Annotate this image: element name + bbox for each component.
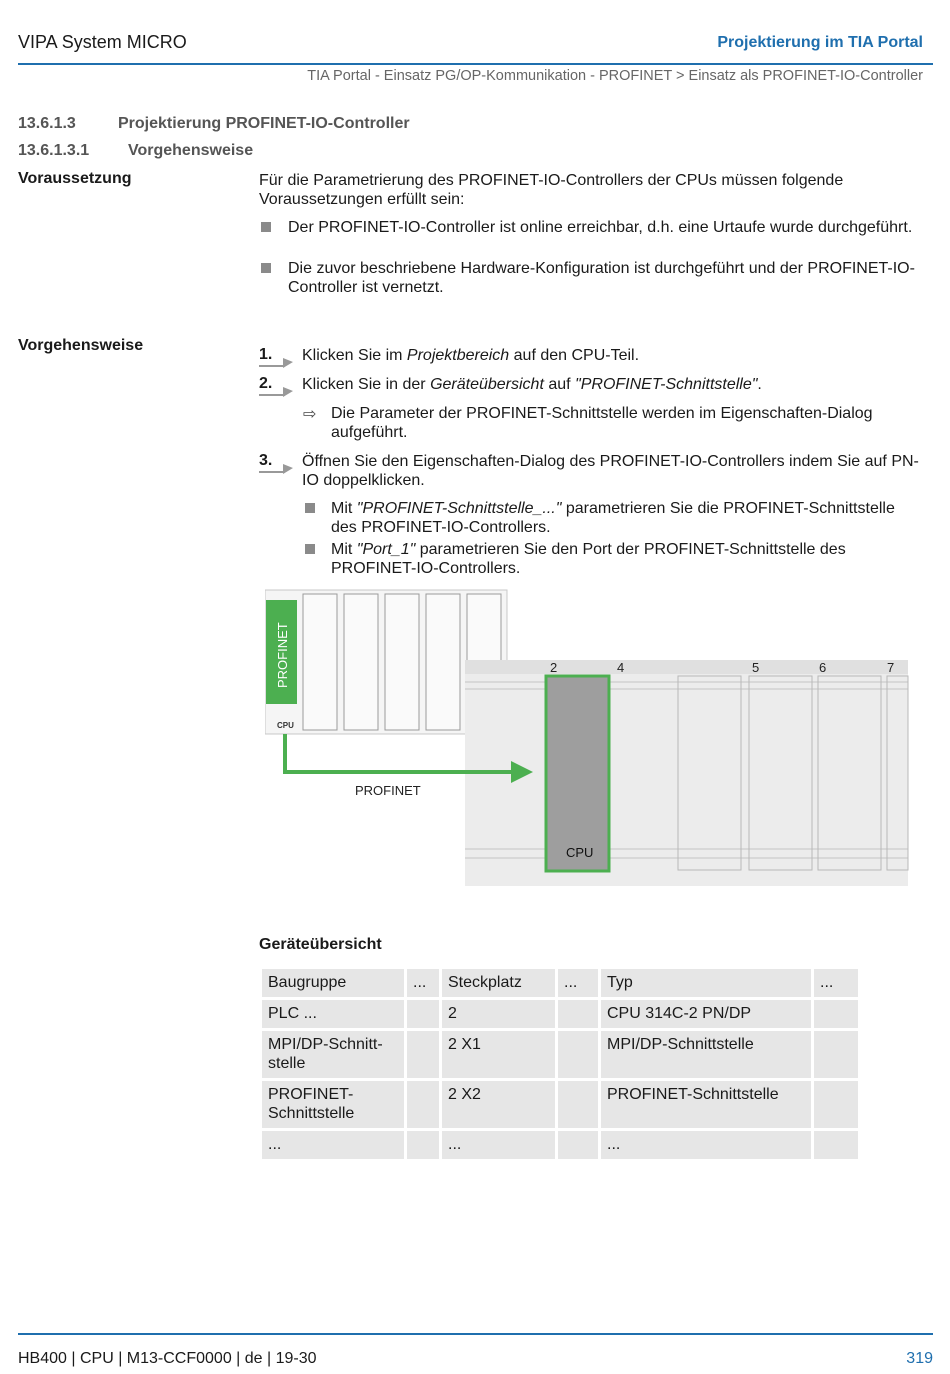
table-cell: PROFINET-Schnittstelle: [262, 1081, 404, 1128]
table-cell: MPI/DP-Schnittstelle: [601, 1031, 811, 1078]
table-header-cell: ...: [558, 969, 598, 997]
sub-2-part: Mit: [331, 541, 357, 558]
slot-number: 7: [887, 660, 895, 675]
step-1-term: Projektbereich: [406, 347, 510, 364]
table-cell: ...: [601, 1131, 811, 1159]
doc-title: VIPA System MICRO: [18, 32, 187, 52]
sub-2-part: parametrieren Sie den Port der PROFINET-Schnittstelle des PROFINET-IO-Controllers.: [331, 541, 846, 577]
section-title: Projektierung PROFINET-IO-Controller: [118, 115, 410, 132]
step-3-text: Öffnen Sie den Eigenschaften-Dialog des PROFINET-IO-Controllers indem Sie auf PN-IO doppelklicken.: [302, 453, 919, 489]
table-cell: 2 X2: [442, 1081, 555, 1128]
subsection-heading: [18, 142, 253, 160]
page-number: 319: [906, 1350, 933, 1367]
table-cell: ...: [262, 1131, 404, 1159]
step-arrow-icon: [259, 383, 295, 397]
cpu-module-label: CPU: [566, 845, 594, 860]
step-number: 2.: [259, 375, 273, 392]
step-1-text: [302, 346, 639, 365]
slot-header: [465, 660, 908, 674]
table-header-cell: ...: [814, 969, 858, 997]
footer-rule: [18, 1333, 933, 1335]
result-arrow-icon: ⇨: [303, 406, 317, 423]
header-rule: [18, 63, 933, 65]
table-cell: [814, 1031, 858, 1078]
step-arrow-icon: [259, 460, 295, 474]
table-cell: [407, 1031, 439, 1078]
hardware-diagram: [265, 588, 910, 888]
table-header-cell: Steckplatz: [442, 969, 555, 997]
step-2-term: "PROFINET-Schnittstelle": [575, 376, 758, 393]
step-1-part: auf den CPU-Teil.: [509, 347, 640, 364]
step-2-text: [302, 375, 762, 394]
table-row[interactable]: [262, 1000, 858, 1028]
cpu-module: [546, 676, 609, 871]
table-cell: [814, 1131, 858, 1159]
device-overview-table: [259, 966, 861, 1162]
table-cell: MPI/DP-Schnitt-stelle: [262, 1031, 404, 1078]
step-number: 1.: [259, 346, 273, 363]
side-label-vorgehensweise: Vorgehensweise: [18, 337, 144, 354]
profinet-module-label: PROFINET: [275, 622, 290, 688]
table-cell: [407, 1000, 439, 1028]
step-2-part: .: [757, 376, 762, 393]
voraussetzung-intro: Für die Parametrierung des PROFINET-IO-Controllers der CPUs müssen folgende Voraussetzungen erfüllt sein:: [259, 172, 844, 208]
breadcrumb: TIA Portal - Einsatz PG/OP-Kommunikation - PROFINET > Einsatz als PROFINET-IO-Controller: [307, 68, 923, 84]
table-cell: [558, 1131, 598, 1159]
footer-doc-id: HB400 | CPU | M13-CCF0000 | de | 19-30: [18, 1350, 317, 1367]
bullet-icon: [261, 222, 271, 232]
step-number: 3.: [259, 452, 273, 469]
section-number: 13.6.1.3: [18, 115, 76, 132]
rack-module: [344, 594, 378, 730]
table-cell: [407, 1081, 439, 1128]
sub-1-term: "PROFINET-Schnittstelle_...": [356, 500, 562, 517]
step-2-result: Die Parameter der PROFINET-Schnittstelle werden im Eigenschaften-Dialog aufgeführt.: [331, 405, 873, 441]
table-header-cell: Typ: [601, 969, 811, 997]
table-cell: [814, 1000, 858, 1028]
rack-module: [426, 594, 460, 730]
voraussetzung-bullet-1: Der PROFINET-IO-Controller ist online erreichbar, d.h. eine Urtaufe wurde durchgeführt.: [288, 219, 913, 236]
voraussetzung-bullet-2: Die zuvor beschriebene Hardware-Konfiguration ist durchgeführt und der PROFINET-IO-Controller ist vernetzt.: [288, 260, 915, 296]
step-2-part: auf: [543, 376, 576, 393]
subsection-title: Vorgehensweise: [128, 142, 254, 159]
table-row[interactable]: [262, 1081, 858, 1128]
table-cell: ...: [442, 1131, 555, 1159]
sub-1-part: Mit: [331, 500, 357, 517]
rack-right: [465, 660, 908, 886]
sub-2-term: "Port_1": [356, 541, 416, 558]
table-cell: [558, 1031, 598, 1078]
slot-number: 6: [819, 660, 827, 675]
section-heading: [18, 115, 410, 133]
step-3-sub-1: [331, 499, 916, 537]
table-cell: [814, 1081, 858, 1128]
step-3-sub-2: [331, 540, 916, 578]
subsection-number: 13.6.1.3.1: [18, 142, 90, 159]
table-cell: PLC ...: [262, 1000, 404, 1028]
bullet-icon: [305, 503, 315, 513]
table-cell: [407, 1131, 439, 1159]
table-cell: CPU 314C-2 PN/DP: [601, 1000, 811, 1028]
table-header-cell: Baugruppe: [262, 969, 404, 997]
slot-number: 2: [550, 660, 558, 675]
slot-number: 5: [752, 660, 760, 675]
rack-module: [303, 594, 337, 730]
chapter-title: Projektierung im TIA Portal: [717, 34, 923, 51]
slot-number: 4: [617, 660, 625, 675]
cpu-small-label: CPU: [277, 721, 294, 730]
table-title: Geräteübersicht: [259, 936, 382, 953]
table-cell: [558, 1000, 598, 1028]
step-1-part: Klicken Sie im: [302, 347, 407, 364]
table-cell: 2 X1: [442, 1031, 555, 1078]
rack-module: [385, 594, 419, 730]
table-header-cell: ...: [407, 969, 439, 997]
step-2-part: Klicken Sie in der: [302, 376, 431, 393]
bullet-icon: [261, 263, 271, 273]
arrow-label: PROFINET: [355, 783, 421, 798]
table-cell: PROFINET-Schnittstelle: [601, 1081, 811, 1128]
table-cell: [558, 1081, 598, 1128]
table-row[interactable]: [262, 1031, 858, 1078]
step-2-term: Geräteübersicht: [430, 376, 544, 393]
step-arrow-icon: [259, 354, 295, 368]
table-row[interactable]: [262, 1131, 858, 1159]
table-header-row: [262, 969, 858, 997]
bullet-icon: [305, 544, 315, 554]
side-label-voraussetzung: Voraussetzung: [18, 170, 132, 187]
sub-1-part: parametrieren Sie die PROFINET-Schnittstelle des PROFINET-IO-Controllers.: [331, 500, 895, 536]
table-cell: 2: [442, 1000, 555, 1028]
